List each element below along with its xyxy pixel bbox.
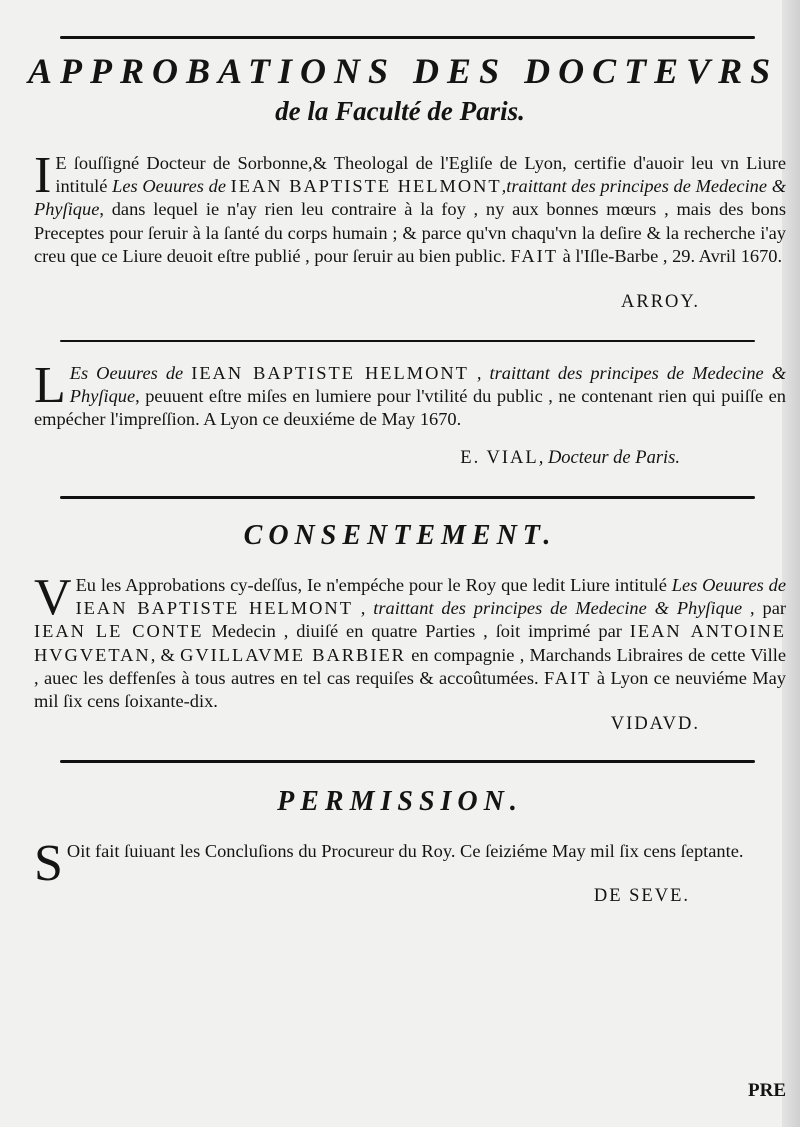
text-run: Oit fait ſuiuant les Concluſions du Procureur du Roy. Ce ſeiziéme May mil ſix cens ſeptante. <box>66 841 744 861</box>
consentement-title: CONSENTEMENT. <box>243 520 557 551</box>
book-title: Les Oeuures de <box>671 575 786 595</box>
text-run: , par <box>742 598 786 619</box>
consentement-text <box>34 569 786 713</box>
approbation-arroy-text <box>34 147 787 268</box>
section-rule <box>60 496 755 499</box>
book-subtitle: , traittant des principes de Medecine & Phyſique <box>69 363 786 407</box>
book-title: Les Oeuures de <box>112 176 226 197</box>
author-name: IEAN BAPTISTE HELMONT <box>75 598 353 619</box>
place-date: à Lyon ce neuviéme May mil ſix cens ſoixante-dix. <box>34 667 786 712</box>
text-run: Eu les Approbations cy-deſſus, Ie n'empéche pour le Roy que ledit Liure intitulé <box>75 575 672 595</box>
signature-de-seve: DE SEVE. <box>593 886 690 906</box>
author-name: IEAN BAPTISTE HELMONT <box>191 363 469 383</box>
book-subtitle: , traittant des principes de Medecine & Phyſique <box>352 598 743 619</box>
signature-vidaud: VIDAVD. <box>610 714 700 734</box>
place-date: à l'Iſle-Barbe , 29. Avril 1670. <box>557 245 783 266</box>
signature-name: E. VIAL <box>460 448 539 468</box>
page-subtitle: de la Faculté de Paris. <box>275 96 525 126</box>
printer-name: GVILLAVME BARBIER <box>180 644 406 665</box>
catchword: PRE <box>748 1080 786 1101</box>
text-run: , peuuent eſtre miſes en lumiere pour l'vtilité du public , ne contenant rien qui puiſſe en empécher l'impreſſion. A Lyon ce deuxiéme de May 1670. <box>34 386 786 430</box>
approbation-vial-text <box>34 357 786 432</box>
signature-title: , Docteur de Paris. <box>538 448 680 468</box>
top-rule <box>60 36 755 39</box>
permission-title: PERMISSION. <box>277 786 523 817</box>
text-run: en compagnie , Marchands Libraires de cette Ville , auec les deffenſes à tous autres en tel cas requiſes & accoûtumées. <box>34 644 786 688</box>
fait-word: FAIT <box>510 245 558 266</box>
dropcap-v: V <box>34 569 72 626</box>
dropcap-i: I <box>34 147 52 204</box>
fait-word: FAIT <box>544 667 592 688</box>
dropcap-l: L <box>34 357 66 414</box>
author-name: IEAN BAPTISTE HELMONT <box>230 176 502 197</box>
text-run: Medecin , diuiſé en quatre Parties , ſoit imprimé par <box>203 621 630 642</box>
permission-text <box>34 835 786 892</box>
page-title: APPROBATIONS DES DOCTEVRS <box>28 51 779 91</box>
signature-vial <box>460 448 680 469</box>
signature-arroy: ARROY. <box>621 292 700 312</box>
printer-name: IEAN ANTOINE HVGVETAN <box>34 621 786 665</box>
section-rule <box>60 340 755 342</box>
text-run: E ſouſſigné Docteur de Sorbonne,& Theologal de l'Egliſe de Lyon, certifie d'auoir leu vn Liure intitulé <box>55 153 786 197</box>
text-run: , dans lequel ie n'ay rien leu contraire à la foy , ny aux bonnes mœurs , mais des bons Preceptes pour ſeruir à la ſanté du corps humain ; & parce qu'vn chaqu'vn la deſire & la recherche i'ay creu que ce Liure deuoit eſtre publié , pour ſeruir au bien public. <box>34 199 786 266</box>
translator-name: IEAN LE CONTE <box>34 621 204 642</box>
book-title: Es Oeuures de <box>69 363 192 383</box>
dropcap-s: S <box>34 835 63 892</box>
section-rule <box>60 760 755 763</box>
book-subtitle: ,traittant des principes de Medecine & Phyſique <box>34 176 787 220</box>
text-run: , & <box>150 644 181 665</box>
